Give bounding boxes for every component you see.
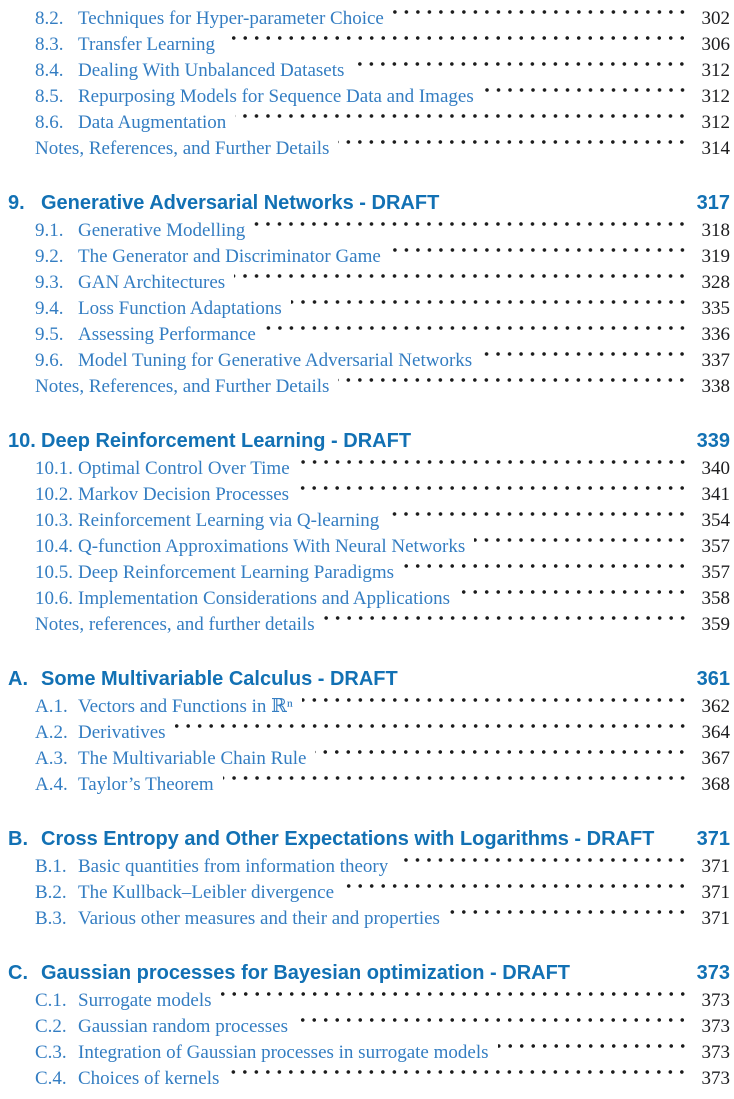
entry-number: 8.6.	[35, 112, 64, 133]
toc-entry-link[interactable]	[8, 218, 730, 244]
chapter-title: Cross Entropy and Other Expectations with Logarithms - DRAFT	[41, 828, 655, 850]
toc-entry-link[interactable]	[8, 772, 730, 798]
entry-page-number: 371	[701, 856, 730, 877]
dot-leader	[224, 32, 688, 58]
entry-title: Deep Reinforcement Learning Paradigms	[78, 562, 395, 583]
entry-page-number: 358	[701, 588, 730, 609]
entry-page-number: 373	[701, 1042, 730, 1063]
toc-entry-link[interactable]	[8, 32, 730, 58]
entry-number: 9.3.	[35, 272, 64, 293]
entry-number: B.1.	[35, 856, 67, 877]
toc-entry-link[interactable]	[8, 110, 730, 136]
chapter-number: A.	[8, 668, 28, 690]
entry-title: Transfer Learning	[78, 34, 216, 55]
chapter-block	[8, 958, 730, 1092]
chapter-heading-link[interactable]	[8, 824, 730, 854]
dot-leader	[254, 218, 688, 244]
entry-page-number: 368	[701, 774, 730, 795]
toc-entry-link[interactable]	[8, 586, 730, 612]
toc-entry-link[interactable]	[8, 296, 730, 322]
entry-title: Implementation Considerations and Applications	[78, 588, 451, 609]
entry-title: Taylor’s Theorem	[78, 774, 214, 795]
entry-title: GAN Architectures	[78, 272, 226, 293]
dot-leader	[483, 84, 688, 110]
entry-title: Model Tuning for Generative Adversarial Networks	[78, 350, 473, 371]
entry-number: C.3.	[35, 1042, 67, 1063]
chapter-page-number: 361	[696, 668, 730, 690]
entry-number: A.2.	[35, 722, 68, 743]
dot-leader	[291, 296, 688, 322]
entry-page-number: 302	[701, 8, 730, 29]
entry-title: Gaussian random processes	[78, 1016, 289, 1037]
toc-entry-link[interactable]	[8, 854, 730, 880]
dot-leader	[265, 322, 688, 348]
dot-leader	[481, 348, 688, 374]
entry-number: 10.4.	[35, 536, 73, 557]
chapter-continuation-block	[8, 6, 730, 162]
dot-leader	[459, 586, 688, 612]
entry-number: B.2.	[35, 882, 67, 903]
entry-number: 9.2.	[35, 246, 64, 267]
entry-title: Derivatives	[78, 722, 166, 743]
entry-page-number: 371	[701, 882, 730, 903]
entry-number: 10.3.	[35, 510, 73, 531]
entry-title: Assessing Performance	[78, 324, 256, 345]
chapter-number: B.	[8, 828, 28, 850]
toc-entry-link[interactable]	[8, 720, 730, 746]
entry-title: Integration of Gaussian processes in surrogate models	[78, 1042, 489, 1063]
entry-page-number: 336	[701, 324, 730, 345]
entry-title: Data Augmentation	[78, 112, 227, 133]
entry-page-number: 373	[701, 990, 730, 1011]
toc-entry-link[interactable]	[8, 906, 730, 932]
entry-number: 8.4.	[35, 60, 64, 81]
chapter-title: Deep Reinforcement Learning - DRAFT	[41, 430, 412, 452]
toc-entry-link[interactable]	[8, 988, 730, 1014]
dot-leader	[498, 1040, 688, 1066]
entry-title: The Generator and Discriminator Game	[78, 246, 381, 267]
dot-leader	[298, 482, 688, 508]
entry-number: B.3.	[35, 908, 67, 929]
toc-notes-entry-link[interactable]	[8, 374, 730, 400]
entry-title: Q-function Approximations With Neural Networks	[78, 536, 466, 557]
toc-entry-link[interactable]	[8, 534, 730, 560]
chapter-block	[8, 664, 730, 798]
dot-leader	[343, 880, 688, 906]
entry-number: 9.4.	[35, 298, 64, 319]
dot-leader	[223, 772, 688, 798]
toc-entry-link[interactable]	[8, 348, 730, 374]
entry-title: Reinforcement Learning via Q-learning	[78, 510, 380, 531]
dot-leader	[315, 746, 688, 772]
entry-page-number: 357	[701, 536, 730, 557]
chapter-number: 9.	[8, 192, 25, 214]
toc-entry-link[interactable]	[8, 456, 730, 482]
entry-page-number: 328	[701, 272, 730, 293]
entry-title: Markov Decision Processes	[78, 484, 290, 505]
entry-title: Vectors and Functions in ℝⁿ	[78, 696, 293, 717]
entry-number: 10.6.	[35, 588, 73, 609]
entry-page-number: 367	[701, 748, 730, 769]
entry-page-number: 357	[701, 562, 730, 583]
entry-number: C.1.	[35, 990, 67, 1011]
dot-leader	[393, 6, 688, 32]
toc-entry-link[interactable]	[8, 560, 730, 586]
entry-page-number: 306	[701, 34, 730, 55]
toc-entry-link[interactable]	[8, 84, 730, 110]
entry-title: Loss Function Adaptations	[78, 298, 282, 319]
chapter-heading-link[interactable]	[8, 426, 730, 456]
chapter-number: 10.	[8, 430, 36, 452]
entry-page-number: 337	[701, 350, 730, 371]
toc-entry-link[interactable]	[8, 508, 730, 534]
entry-title: Notes, References, and Further Details	[35, 138, 330, 159]
entry-number: A.1.	[35, 696, 68, 717]
entry-page-number: 362	[701, 696, 730, 717]
chapter-title: Gaussian processes for Bayesian optimization - DRAFT	[41, 962, 571, 984]
toc-entry-link[interactable]	[8, 1040, 730, 1066]
chapter-page-number: 339	[696, 430, 730, 452]
toc-entry-link[interactable]	[8, 880, 730, 906]
dot-leader	[175, 720, 688, 746]
chapter-page-number: 371	[696, 828, 730, 850]
dot-leader	[388, 508, 688, 534]
toc-entry-link[interactable]	[8, 58, 730, 84]
entry-number: 10.2.	[35, 484, 73, 505]
chapter-title: Generative Adversarial Networks - DRAFT	[41, 192, 440, 214]
entry-title: Techniques for Hyper-parameter Choice	[78, 8, 384, 29]
entry-number: A.3.	[35, 748, 68, 769]
entry-page-number: 312	[701, 112, 730, 133]
toc-entry-link[interactable]	[8, 244, 730, 270]
entry-title: Optimal Control Over Time	[78, 458, 290, 479]
entry-number: 9.1.	[35, 220, 64, 241]
entry-page-number: 335	[701, 298, 730, 319]
chapter-page-number: 317	[696, 192, 730, 214]
entry-page-number: 341	[701, 484, 730, 505]
dot-leader	[297, 1014, 688, 1040]
dot-leader	[338, 374, 688, 400]
dot-leader	[302, 694, 688, 720]
entry-page-number: 354	[701, 510, 730, 531]
toc-list	[8, 6, 730, 1092]
entry-title: Various other measures and their and properties	[78, 908, 440, 929]
entry-title: Notes, references, and further details	[35, 614, 315, 635]
entry-title: Repurposing Models for Sequence Data and Images	[78, 86, 474, 107]
entry-title: Generative Modelling	[78, 220, 246, 241]
entry-page-number: 318	[701, 220, 730, 241]
chapter-block	[8, 188, 730, 400]
dot-leader	[403, 560, 688, 586]
dot-leader	[353, 58, 688, 84]
chapter-heading-link[interactable]	[8, 188, 730, 218]
entry-number: C.2.	[35, 1016, 67, 1037]
dot-leader	[390, 244, 688, 270]
chapter-number: C.	[8, 962, 28, 984]
toc-entry-link[interactable]	[8, 6, 730, 32]
toc-entry-link[interactable]	[8, 1014, 730, 1040]
chapter-title: Some Multivariable Calculus - DRAFT	[41, 668, 398, 690]
toc-entry-link[interactable]	[8, 482, 730, 508]
entry-title: Dealing With Unbalanced Datasets	[78, 60, 345, 81]
toc-entry-link[interactable]	[8, 1066, 730, 1092]
dot-leader	[234, 270, 688, 296]
entry-page-number: 319	[701, 246, 730, 267]
dot-leader	[474, 534, 688, 560]
dot-leader	[324, 612, 688, 638]
toc-notes-entry-link[interactable]	[8, 612, 730, 638]
toc-entry-link[interactable]	[8, 694, 730, 720]
entry-page-number: 373	[701, 1016, 730, 1037]
chapter-page-number: 373	[696, 962, 730, 984]
entry-page-number: 364	[701, 722, 730, 743]
chapter-block	[8, 426, 730, 638]
entry-page-number: 373	[701, 1068, 730, 1089]
entry-number: 10.1.	[35, 458, 73, 479]
dot-leader	[449, 906, 688, 932]
entry-number: 8.5.	[35, 86, 64, 107]
entry-title: The Kullback–Leibler divergence	[78, 882, 335, 903]
toc-entry-link[interactable]	[8, 746, 730, 772]
entry-page-number: 371	[701, 908, 730, 929]
dot-leader	[338, 136, 688, 162]
entry-page-number: 312	[701, 86, 730, 107]
entry-title: Basic quantities from information theory	[78, 856, 389, 877]
chapter-heading-link[interactable]	[8, 958, 730, 988]
toc-notes-entry-link[interactable]	[8, 136, 730, 162]
entry-title: The Multivariable Chain Rule	[78, 748, 307, 769]
entry-number: 8.2.	[35, 8, 64, 29]
entry-number: 8.3.	[35, 34, 64, 55]
toc-entry-link[interactable]	[8, 270, 730, 296]
entry-title: Surrogate models	[78, 990, 212, 1011]
dot-leader	[221, 988, 688, 1014]
entry-number: 10.5.	[35, 562, 73, 583]
entry-title: Choices of kernels	[78, 1068, 220, 1089]
entry-page-number: 312	[701, 60, 730, 81]
entry-number: 9.6.	[35, 350, 64, 371]
entry-number: C.4.	[35, 1068, 67, 1089]
dot-leader	[228, 1066, 688, 1092]
chapter-heading-link[interactable]	[8, 664, 730, 694]
dot-leader	[299, 456, 688, 482]
entry-page-number: 314	[701, 138, 730, 159]
dot-leader	[235, 110, 688, 136]
dot-leader	[397, 854, 688, 880]
entry-number: A.4.	[35, 774, 68, 795]
chapter-block	[8, 824, 730, 932]
entry-page-number: 340	[701, 458, 730, 479]
entry-title: Notes, References, and Further Details	[35, 376, 330, 397]
entry-page-number: 359	[701, 614, 730, 635]
toc-entry-link[interactable]	[8, 322, 730, 348]
entry-number: 9.5.	[35, 324, 64, 345]
entry-page-number: 338	[701, 376, 730, 397]
